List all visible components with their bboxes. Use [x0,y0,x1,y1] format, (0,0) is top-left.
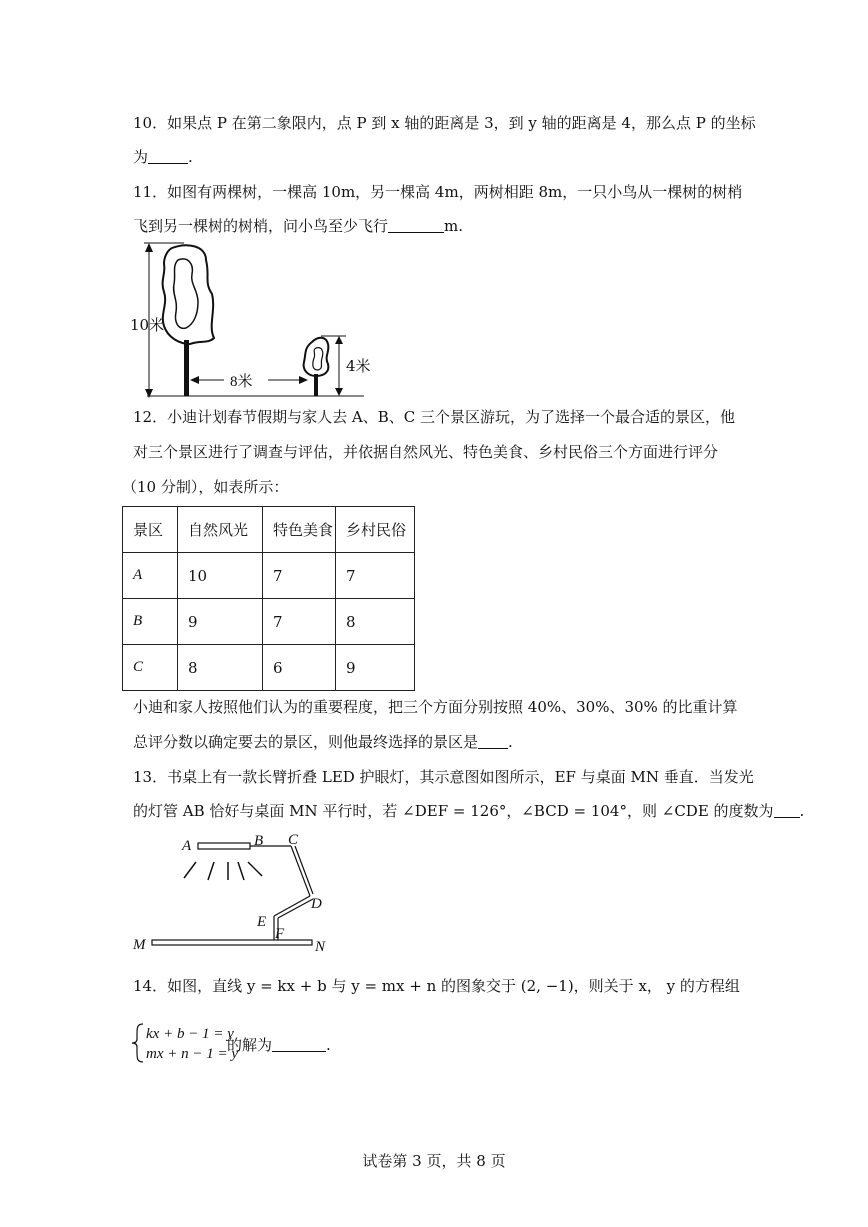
q12-line5-suffix: . [508,733,513,751]
answer-blank [148,148,188,164]
table-cell: 7 [336,553,415,599]
table-header-row [123,507,415,553]
table-cell: 9 [336,645,415,691]
table-header-cell: 景区 [123,507,178,553]
q13-line2 [133,800,804,822]
answer-blank [478,733,508,749]
q13-line1: 13．书桌上有一款长臂折叠 LED 护眼灯，其示意图如图所示，EF 与桌面 MN 垂直．当发光 [133,768,754,786]
table-cell: C [123,645,178,691]
table-row [123,645,415,691]
q12-line2: 对三个景区进行了调查与评估，并依据自然风光、特色美食、乡村民俗三个方面进行评分 [133,443,719,461]
dist-label: 8米 [230,374,253,390]
q14-line2-prefix: 的解为 [227,1036,273,1054]
table-header-cell: 特色美食 [263,507,336,553]
q11-line2-prefix: 飞到另一棵树的树梢，问小鸟至少飞行 [133,217,389,235]
label-m: M [133,937,146,953]
table-cell: 8 [178,645,263,691]
q12-line3: （10 分制），如表所示： [122,478,289,496]
q10-line2-suffix: . [188,148,193,166]
table-cell: 9 [178,599,263,645]
label-n: N [315,939,326,954]
label-a: A [182,838,192,854]
q12-line5-prefix: 总评分数以确定要去的景区，则他最终选择的景区是 [133,733,479,751]
label-e: E [257,914,267,930]
equation-brace [131,1022,145,1064]
answer-blank [774,802,800,818]
label-f: F [275,926,285,942]
table-header-cell: 乡村民俗 [336,507,415,553]
equation-system [146,1024,238,1064]
q10-line2-prefix: 为 [133,148,149,166]
equation-2: mx + n − 1 = y [146,1046,239,1062]
label-d: D [311,896,322,912]
q12-line4: 小迪和家人按照他们认为的重要程度，把三个方面分别按照 40%、30%、30% 的比重计算 [133,698,738,716]
answer-blank [388,217,444,233]
answer-blank [272,1036,326,1052]
q12-line5 [133,731,513,753]
q12-line1: 12．小迪计划春节假期与家人去 A、B、C 三个景区游玩，为了选择一个最合适的景区，他 [133,408,735,426]
table-cell: 7 [263,553,336,599]
lamp-figure [128,828,338,954]
table-row [123,553,415,599]
page-footer: 试卷第 3 页，共 8 页 [362,1152,506,1170]
q13-line2-suffix: . [799,802,805,820]
q14-line2 [227,1034,331,1056]
table-cell: 6 [263,645,336,691]
q14-line2-suffix: . [326,1036,331,1054]
q10-line1: 10．如果点 P 在第二象限内，点 P 到 x 轴的距离是 3，到 y 轴的距离是 4，那么点 P 的坐标 [133,114,756,132]
equation-1: kx + b − 1 = y [146,1026,234,1042]
table-row [123,599,415,645]
table-cell: 7 [263,599,336,645]
q11-line1: 11．如图有两棵树，一棵高 10m，另一棵高 4m，两树相距 8m，一只小鸟从一棵树的树梢 [133,183,743,201]
q14-line1: 14．如图，直线 y = kx + b 与 y = mx + n 的图象交于 (2, −1)，则关于 x， y 的方程组 [133,977,740,995]
label-c: C [288,832,299,848]
table-header-cell: 自然风光 [178,507,263,553]
table-cell: 10 [178,553,263,599]
q11-line2 [133,215,463,237]
q10-line2 [133,146,193,168]
tall-tree-label: 10米 [130,316,165,334]
table-cell: B [123,599,178,645]
label-b: B [254,833,264,849]
short-tree-label: 4米 [346,357,371,375]
q13-line2-prefix: 的灯管 AB 恰好与桌面 MN 平行时，若 ∠DEF = 126°，∠BCD = 104°，则 ∠CDE 的度数为 [133,802,774,820]
table-cell: A [123,553,178,599]
q11-line2-suffix: m. [444,217,464,235]
table-cell: 8 [336,599,415,645]
score-table [122,506,415,691]
